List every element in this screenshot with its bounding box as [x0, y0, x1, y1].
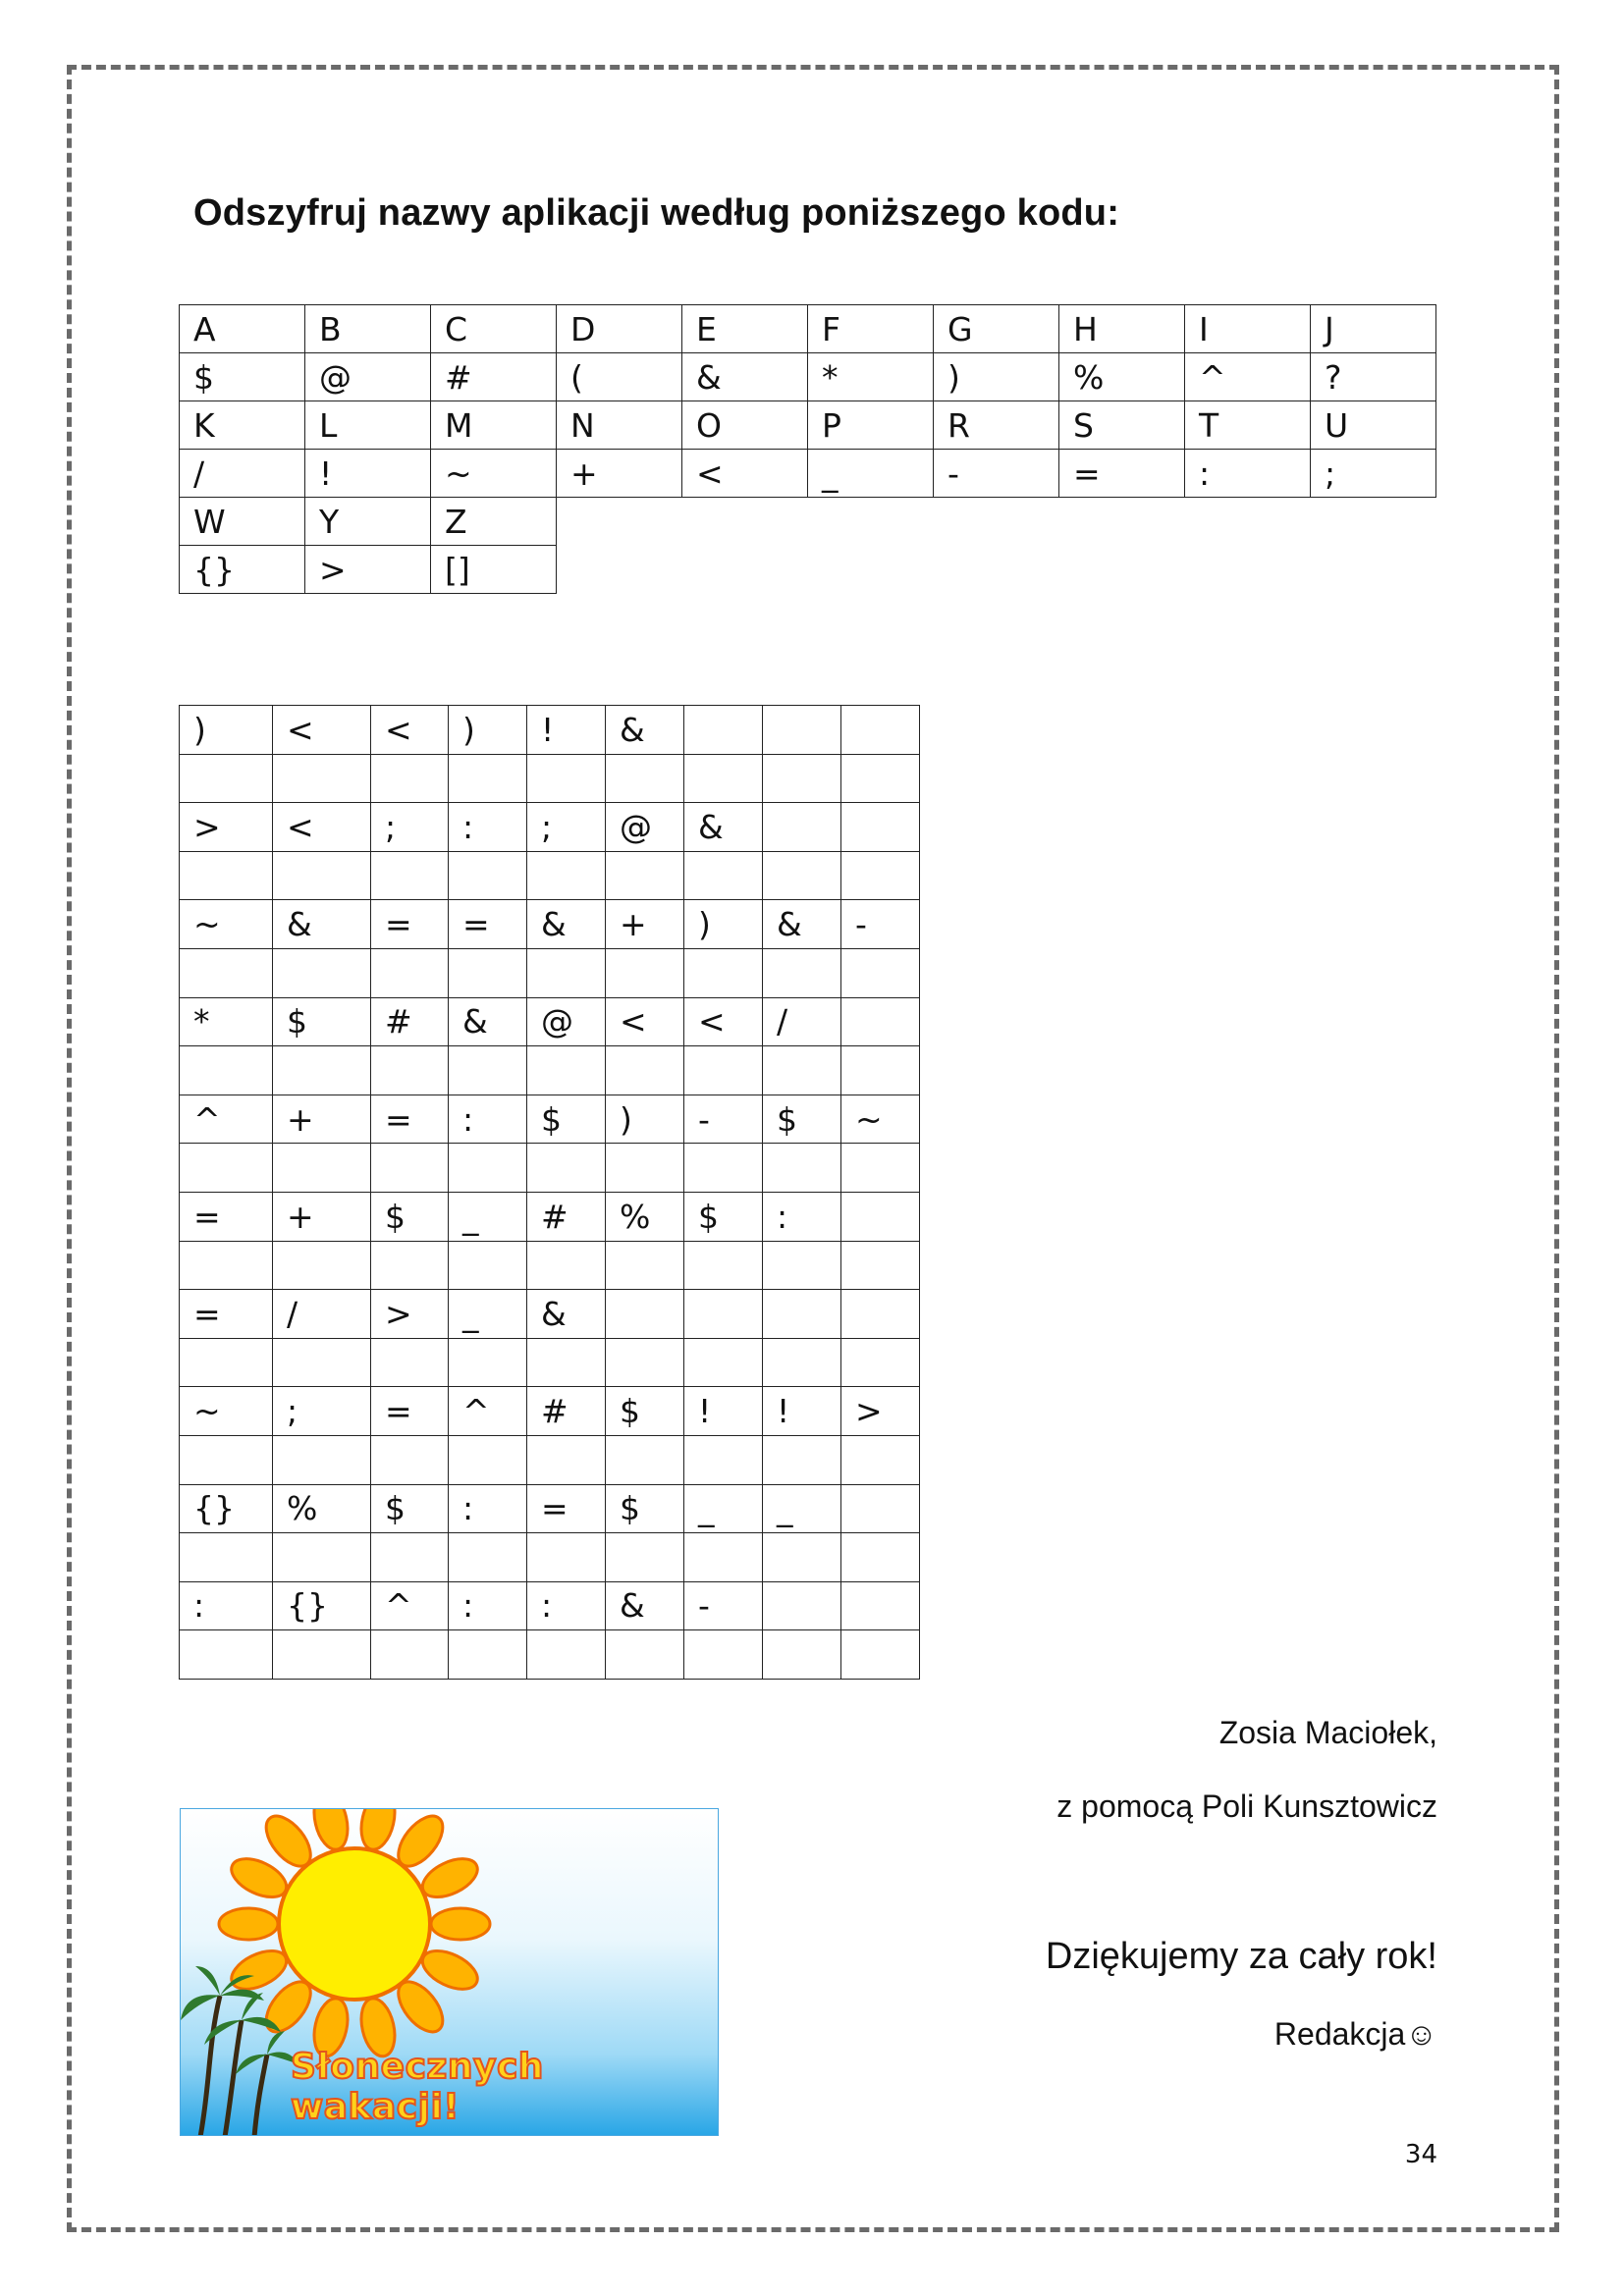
puzzle-row [180, 706, 920, 755]
page-title: Odszyfruj nazwy aplikacji według poniższego kodu: [193, 192, 1120, 234]
puzzle-cell [371, 1533, 449, 1582]
puzzle-cell: & [684, 803, 763, 852]
puzzle-cell [606, 754, 684, 803]
puzzle-cell [371, 1435, 449, 1484]
puzzle-cell [841, 803, 920, 852]
key-cell: N [557, 401, 682, 450]
key-cell: < [682, 450, 808, 498]
key-empty-cell [682, 546, 808, 594]
sun-ray [219, 1908, 278, 1940]
puzzle-cell: ; [273, 1387, 371, 1436]
key-cell: ) [934, 353, 1059, 401]
puzzle-cell [371, 1144, 449, 1193]
puzzle-cell [273, 948, 371, 997]
puzzle-row [180, 900, 920, 949]
puzzle-cell [180, 1435, 273, 1484]
puzzle-cell [527, 1046, 606, 1095]
key-cell: * [808, 353, 934, 401]
puzzle-cell [371, 948, 449, 997]
key-row [180, 450, 1436, 498]
key-cell: I [1185, 305, 1311, 353]
puzzle-cell [763, 1581, 841, 1630]
puzzle-cell [606, 1338, 684, 1387]
puzzle-cell: @ [606, 803, 684, 852]
puzzle-cell [180, 754, 273, 803]
puzzle-cell: _ [449, 1192, 527, 1241]
puzzle-cell: {} [273, 1581, 371, 1630]
key-cell: = [1059, 450, 1185, 498]
key-empty-cell [934, 498, 1059, 546]
puzzle-cell: : [449, 1484, 527, 1533]
puzzle-cell [763, 1046, 841, 1095]
puzzle-cell: = [527, 1484, 606, 1533]
puzzle-row [180, 1630, 920, 1680]
key-cell: ! [305, 450, 431, 498]
puzzle-cell [449, 1046, 527, 1095]
banner-caption: Słonecznych wakacji! [291, 2047, 544, 2127]
puzzle-row [180, 1192, 920, 1241]
puzzle-cell: : [449, 1581, 527, 1630]
key-cell: C [431, 305, 557, 353]
key-cell: _ [808, 450, 934, 498]
page-number: 34 [1404, 2140, 1437, 2169]
key-cell: ( [557, 353, 682, 401]
key-empty-cell [934, 546, 1059, 594]
summer-banner-image [180, 1808, 719, 2136]
puzzle-cell: / [273, 1290, 371, 1339]
puzzle-cell: ~ [180, 1387, 273, 1436]
puzzle-cell [606, 1630, 684, 1680]
puzzle-cell [684, 1144, 763, 1193]
puzzle-cell: - [841, 900, 920, 949]
key-row [180, 353, 1436, 401]
puzzle-cell: ~ [180, 900, 273, 949]
puzzle-cell [449, 1144, 527, 1193]
key-cell: B [305, 305, 431, 353]
puzzle-cell [606, 1144, 684, 1193]
puzzle-cell [841, 1484, 920, 1533]
puzzle-cell [527, 1630, 606, 1680]
puzzle-cell [763, 1533, 841, 1582]
key-row [180, 498, 1436, 546]
puzzle-cell [684, 1435, 763, 1484]
key-empty-cell [1311, 546, 1436, 594]
puzzle-cell [684, 851, 763, 900]
author-name: Zosia Maciołek, [1218, 1715, 1437, 1750]
key-empty-cell [682, 498, 808, 546]
puzzle-row [180, 1338, 920, 1387]
puzzle-cell [273, 1533, 371, 1582]
puzzle-cell: & [527, 1290, 606, 1339]
puzzle-cell: : [763, 1192, 841, 1241]
puzzle-cell [841, 706, 920, 755]
puzzle-cell: % [273, 1484, 371, 1533]
key-cell: W [180, 498, 305, 546]
puzzle-cell: $ [527, 1095, 606, 1144]
puzzle-cell: ! [763, 1387, 841, 1436]
puzzle-cell: + [273, 1095, 371, 1144]
puzzle-cell: > [180, 803, 273, 852]
key-empty-cell [1059, 546, 1185, 594]
puzzle-row [180, 754, 920, 803]
puzzle-cell [180, 1241, 273, 1290]
key-cell: R [934, 401, 1059, 450]
key-cell: J [1311, 305, 1436, 353]
key-cell: U [1311, 401, 1436, 450]
sun-icon [279, 1848, 430, 2000]
puzzle-cell [273, 1046, 371, 1095]
puzzle-cell [606, 948, 684, 997]
key-cell: ~ [431, 450, 557, 498]
puzzle-cell [273, 851, 371, 900]
puzzle-cell [841, 948, 920, 997]
puzzle-cell [763, 1338, 841, 1387]
puzzle-cell: < [273, 706, 371, 755]
puzzle-cell [527, 1144, 606, 1193]
puzzle-cell: / [763, 997, 841, 1046]
puzzle-cell: : [527, 1581, 606, 1630]
puzzle-cell: : [449, 1095, 527, 1144]
puzzle-cell: ^ [180, 1095, 273, 1144]
key-empty-cell [808, 546, 934, 594]
puzzle-cell [371, 851, 449, 900]
puzzle-cell: = [180, 1290, 273, 1339]
puzzle-cell [763, 1290, 841, 1339]
puzzle-cell [180, 948, 273, 997]
puzzle-cell: ) [449, 706, 527, 755]
puzzle-cell: # [527, 1192, 606, 1241]
puzzle-row [180, 1144, 920, 1193]
key-cell: / [180, 450, 305, 498]
key-cell: E [682, 305, 808, 353]
puzzle-cell [180, 1630, 273, 1680]
puzzle-cell [763, 1630, 841, 1680]
puzzle-cell: & [527, 900, 606, 949]
puzzle-cell [449, 1630, 527, 1680]
puzzle-cell [684, 1290, 763, 1339]
puzzle-cell: % [606, 1192, 684, 1241]
puzzle-cell [606, 1046, 684, 1095]
puzzle-cell [273, 1630, 371, 1680]
puzzle-cell [449, 851, 527, 900]
puzzle-cell [273, 1435, 371, 1484]
key-cell: F [808, 305, 934, 353]
puzzle-cell: < [371, 706, 449, 755]
puzzle-cell: & [273, 900, 371, 949]
sun-ray [356, 1809, 401, 1853]
puzzle-cell [449, 1435, 527, 1484]
puzzle-row [180, 1290, 920, 1339]
key-cell: + [557, 450, 682, 498]
puzzle-row [180, 803, 920, 852]
puzzle-cell [273, 1241, 371, 1290]
key-cell: H [1059, 305, 1185, 353]
puzzle-cell [606, 1533, 684, 1582]
puzzle-cell: > [841, 1387, 920, 1436]
puzzle-cell [763, 851, 841, 900]
key-row [180, 401, 1436, 450]
puzzle-cell [449, 754, 527, 803]
key-empty-cell [557, 498, 682, 546]
puzzle-cell [684, 1338, 763, 1387]
puzzle-cell [180, 1338, 273, 1387]
palm-tree-icon [200, 1996, 267, 2136]
puzzle-cell [841, 1435, 920, 1484]
key-row [180, 546, 1436, 594]
puzzle-cell [684, 1241, 763, 1290]
puzzle-cell [527, 1533, 606, 1582]
key-cell: % [1059, 353, 1185, 401]
key-cell: [] [431, 546, 557, 594]
key-cell: G [934, 305, 1059, 353]
puzzle-cell: $ [606, 1484, 684, 1533]
puzzle-cell [527, 1338, 606, 1387]
puzzle-row [180, 997, 920, 1046]
puzzle-cell: < [273, 803, 371, 852]
key-cell: : [1185, 450, 1311, 498]
puzzle-cell [763, 948, 841, 997]
puzzle-row [180, 1435, 920, 1484]
sun-ray [309, 1809, 353, 1853]
key-cell: S [1059, 401, 1185, 450]
puzzle-cell [180, 1533, 273, 1582]
puzzle-row [180, 1387, 920, 1436]
puzzle-grid-table [179, 705, 920, 1680]
thanks-message: Dziękujemy za cały rok! [1045, 1936, 1437, 1977]
key-cell: ? [1311, 353, 1436, 401]
puzzle-cell: $ [763, 1095, 841, 1144]
puzzle-cell [763, 1144, 841, 1193]
key-empty-cell [557, 546, 682, 594]
editorial-signature: Redakcja☺ [1273, 2016, 1437, 2052]
puzzle-row [180, 1533, 920, 1582]
puzzle-cell [273, 1338, 371, 1387]
puzzle-cell [841, 1144, 920, 1193]
puzzle-cell [841, 1046, 920, 1095]
puzzle-cell [606, 1241, 684, 1290]
puzzle-cell: - [684, 1095, 763, 1144]
puzzle-cell [763, 1241, 841, 1290]
key-empty-cell [808, 498, 934, 546]
puzzle-cell [449, 1338, 527, 1387]
puzzle-row [180, 1484, 920, 1533]
puzzle-cell [180, 851, 273, 900]
puzzle-cell: {} [180, 1484, 273, 1533]
key-cell: & [682, 353, 808, 401]
key-cell: ; [1311, 450, 1436, 498]
puzzle-cell: _ [449, 1290, 527, 1339]
puzzle-row [180, 1046, 920, 1095]
puzzle-cell [606, 1290, 684, 1339]
puzzle-cell [371, 754, 449, 803]
key-empty-cell [1311, 498, 1436, 546]
puzzle-cell [449, 1533, 527, 1582]
puzzle-cell [841, 1290, 920, 1339]
puzzle-cell: # [527, 1387, 606, 1436]
puzzle-cell [841, 1338, 920, 1387]
puzzle-cell: ; [527, 803, 606, 852]
puzzle-cell: $ [684, 1192, 763, 1241]
puzzle-cell: ! [684, 1387, 763, 1436]
puzzle-cell: = [180, 1192, 273, 1241]
puzzle-row [180, 1095, 920, 1144]
puzzle-cell [180, 1046, 273, 1095]
key-cell: $ [180, 353, 305, 401]
puzzle-cell: & [606, 706, 684, 755]
puzzle-cell: ) [606, 1095, 684, 1144]
puzzle-cell: = [371, 1387, 449, 1436]
key-cell: M [431, 401, 557, 450]
puzzle-cell [841, 1581, 920, 1630]
key-cell: @ [305, 353, 431, 401]
puzzle-cell [684, 1533, 763, 1582]
puzzle-cell [527, 1241, 606, 1290]
puzzle-cell: _ [763, 1484, 841, 1533]
key-empty-cell [1059, 498, 1185, 546]
puzzle-cell [180, 1144, 273, 1193]
puzzle-cell [763, 706, 841, 755]
puzzle-cell [841, 754, 920, 803]
puzzle-cell: & [763, 900, 841, 949]
puzzle-cell: : [180, 1581, 273, 1630]
key-row [180, 305, 1436, 353]
puzzle-row [180, 1581, 920, 1630]
puzzle-cell: ! [527, 706, 606, 755]
puzzle-cell [606, 1435, 684, 1484]
puzzle-cell: = [371, 1095, 449, 1144]
puzzle-cell [684, 1046, 763, 1095]
key-cell: ^ [1185, 353, 1311, 401]
puzzle-cell: ^ [371, 1581, 449, 1630]
puzzle-row [180, 1241, 920, 1290]
key-cell: L [305, 401, 431, 450]
puzzle-cell [273, 754, 371, 803]
puzzle-cell [684, 754, 763, 803]
puzzle-cell: & [606, 1581, 684, 1630]
puzzle-cell: ) [684, 900, 763, 949]
puzzle-cell: + [606, 900, 684, 949]
puzzle-cell [371, 1338, 449, 1387]
sun-ray [431, 1908, 490, 1940]
puzzle-cell [841, 997, 920, 1046]
puzzle-cell [273, 1144, 371, 1193]
puzzle-cell [371, 1630, 449, 1680]
key-cell: > [305, 546, 431, 594]
puzzle-cell: $ [371, 1484, 449, 1533]
puzzle-row [180, 851, 920, 900]
key-cell: Y [305, 498, 431, 546]
puzzle-cell [527, 948, 606, 997]
puzzle-row [180, 948, 920, 997]
puzzle-cell [841, 851, 920, 900]
puzzle-cell: ^ [449, 1387, 527, 1436]
key-cell: {} [180, 546, 305, 594]
puzzle-cell: = [371, 900, 449, 949]
puzzle-cell: @ [527, 997, 606, 1046]
key-cell: P [808, 401, 934, 450]
puzzle-cell: + [273, 1192, 371, 1241]
puzzle-cell: ) [180, 706, 273, 755]
key-cell: O [682, 401, 808, 450]
key-cell: T [1185, 401, 1311, 450]
key-cell: K [180, 401, 305, 450]
puzzle-cell [449, 1241, 527, 1290]
puzzle-cell [841, 1630, 920, 1680]
key-empty-cell [1185, 498, 1311, 546]
key-cell: # [431, 353, 557, 401]
puzzle-cell: - [684, 1581, 763, 1630]
puzzle-cell [763, 803, 841, 852]
puzzle-cell [527, 754, 606, 803]
puzzle-cell: $ [606, 1387, 684, 1436]
key-cell: D [557, 305, 682, 353]
puzzle-cell: < [606, 997, 684, 1046]
puzzle-cell [449, 948, 527, 997]
puzzle-cell [606, 851, 684, 900]
puzzle-cell: # [371, 997, 449, 1046]
puzzle-cell: : [449, 803, 527, 852]
puzzle-cell: ; [371, 803, 449, 852]
key-cell: Z [431, 498, 557, 546]
puzzle-cell [684, 1630, 763, 1680]
puzzle-cell [841, 1192, 920, 1241]
puzzle-cell: < [684, 997, 763, 1046]
puzzle-cell: $ [371, 1192, 449, 1241]
puzzle-cell: > [371, 1290, 449, 1339]
puzzle-cell [763, 754, 841, 803]
puzzle-cell [527, 1435, 606, 1484]
puzzle-cell [527, 851, 606, 900]
key-cell: - [934, 450, 1059, 498]
puzzle-cell [684, 948, 763, 997]
key-cell: A [180, 305, 305, 353]
key-empty-cell [1185, 546, 1311, 594]
puzzle-cell: _ [684, 1484, 763, 1533]
puzzle-cell [684, 706, 763, 755]
puzzle-cell [763, 1435, 841, 1484]
puzzle-cell [371, 1046, 449, 1095]
puzzle-cell: ~ [841, 1095, 920, 1144]
author-helper: z pomocą Poli Kunsztowicz [1056, 1789, 1437, 1824]
cipher-key-table [179, 304, 1436, 594]
puzzle-cell: $ [273, 997, 371, 1046]
puzzle-cell [841, 1241, 920, 1290]
puzzle-cell [841, 1533, 920, 1582]
puzzle-cell [371, 1241, 449, 1290]
puzzle-cell: & [449, 997, 527, 1046]
puzzle-cell: = [449, 900, 527, 949]
puzzle-cell: * [180, 997, 273, 1046]
